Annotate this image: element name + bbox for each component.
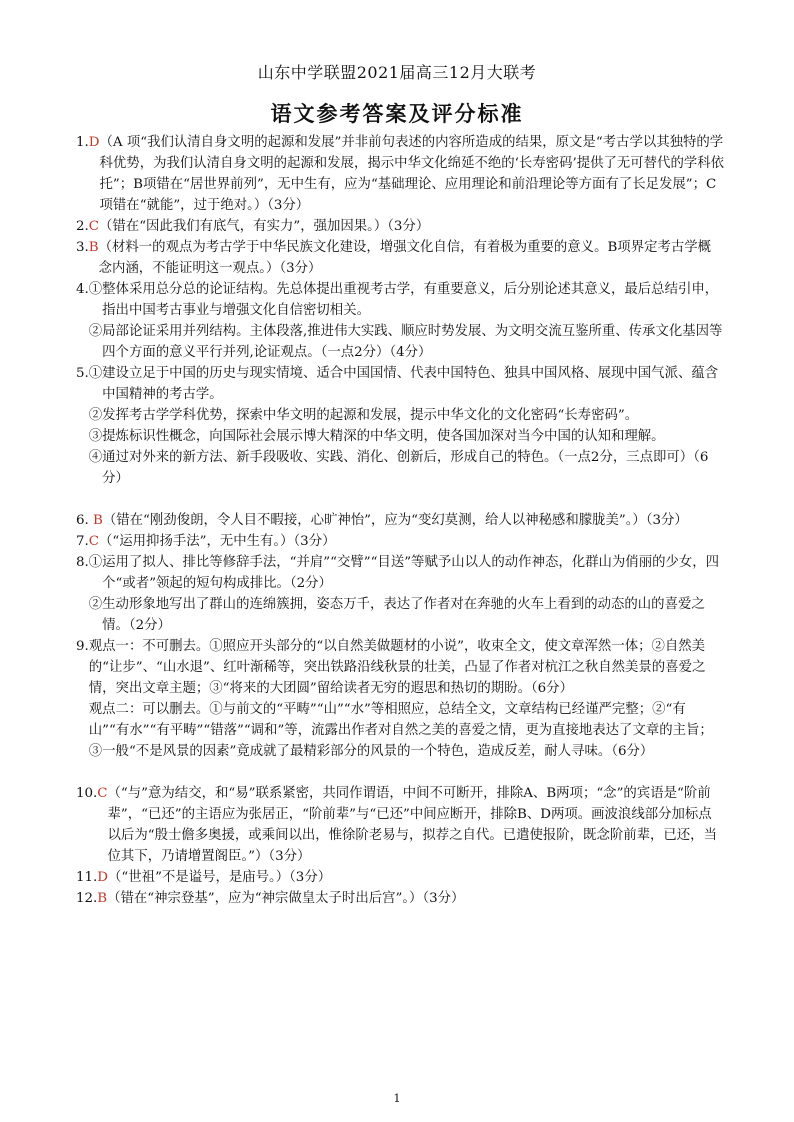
answer-item-6 <box>76 510 724 531</box>
question-number: 9. <box>76 639 89 654</box>
exam-title: 山东中学联盟2021届高三12月大联考 <box>257 63 537 82</box>
viewpoint-paragraph: 观点一：不可删去。①照应开头部分的“以自然美做题材的小说”，收束全文，使文章浑然一体；②自然美的“让步”、“山水退”、红叶渐稀等，突出铁路沿线秋景的壮美，凸显了作者对杭江之秋自然美景的喜爱之情，突出文章主题；③“将来的大团圆”留给读者无穷的遐思和热切的期盼。（6分） <box>88 639 706 696</box>
question-number: 2.C <box>76 219 100 234</box>
answer-item-8 <box>76 552 724 636</box>
question-number: 7.C <box>76 534 100 549</box>
answer-explanation: （错在“刚劲俊朗，令人目不暇接，心旷神怡”，应为“变幻莫测，给人以神秘感和朦胧美”。）（3分） <box>102 513 688 528</box>
answer-explanation: （错在“神宗登基”，应为“神宗做皇太子时出后宫”。）（3分） <box>107 891 465 906</box>
answer-point: ②发挥考古学学科优势，探索中华文明的起源和发展，提示中华文化的文化密码“长寿密码”。 <box>88 408 639 423</box>
question-number: 5. <box>76 366 89 381</box>
answer-points <box>89 636 724 762</box>
answer-choice: B <box>97 891 108 906</box>
answer-choice: D <box>97 870 109 885</box>
question-number: 10.C <box>76 786 108 801</box>
answer-choice: C <box>88 534 100 549</box>
document-title: 语文参考答案及评分标准 <box>270 101 524 126</box>
section-gap <box>76 489 724 510</box>
answer-explanation: （A 项“我们认清自身文明的起源和发展”并非前句表述的内容所造成的结果，原文是“考古学以其独特的学科优势，为我们认清自身文明的起源和发展，揭示中华文化绵延不绝的‘长寿密码’提供了无可替代的学科依托”；B项错在“居世界前列”，无中生有，应为“基础理论、应用理论和前沿理论等方面有了长足发展”；C项错在“就能”，过于绝对。）（3分） <box>99 135 725 213</box>
answer-point: ①建设立足于中国的历史与现实情境、适合中国国情、代表中国特色、独具中国风格、展现中国气派、蕴含中国精神的考古学。 <box>88 366 719 402</box>
answer-explanation: （“与”意为结交，和“易”联系紧密，共同作谓语，中间不可断开，排除A、B两项；“念”的宾语是“阶前辈”，“已还”的主语应为张居正，“阶前辈”与“已还”中间应断开，排除B、D两项。画波浪线部分加标点以后为“殷士儋多奥援，或乘间以出，惟徐阶老易与，拟荐之自代。已遣使报阶，既念阶前辈，已还，当位其下，乃请增置阁臣。”）（3分） <box>107 786 717 864</box>
answer-item-9 <box>76 636 724 762</box>
viewpoint-paragraph: 观点二：可以删去。①与前文的“平畴”“山”“水”等相照应，总结全文，文章结构已经谨严完整；②“有山”“有水”“有平畴”“错落”“调和”等，流露出作者对自然之美的喜爱之情，更为直接地表达了文章的主旨；③一般“不是风景的因素”竟成就了最精彩部分的风景的一个特色，造成反差，耐人寻味。（6分） <box>88 702 713 759</box>
answer-point: ③提炼标识性概念，向国际社会展示博大精深的中华文明，使各国加深对当今中国的认知和理解。 <box>88 429 665 444</box>
question-number: 11.D <box>76 870 109 885</box>
answer-explanation: （错在“因此我们有底气，有实力”，强加因果。）（3分） <box>99 219 430 234</box>
answer-choice: B <box>88 240 99 255</box>
answer-item-7 <box>76 531 724 552</box>
answer-point: ②生动形象地写出了群山的连绵簇拥，姿态万千，表达了作者对在奔驰的火车上看到的动态的山的喜爱之情。（2分） <box>88 597 705 633</box>
answer-point: ①运用了拟人、排比等修辞手法，“并肩”“交臂”“目送”等赋予山以人的动作神态，化群山为俏丽的少女，四个“或者”领起的短句构成排比。（2分） <box>88 555 720 591</box>
answer-choice: C <box>97 786 108 801</box>
answer-choice: C <box>88 219 100 234</box>
question-number: 6. B <box>76 513 103 528</box>
answer-item-3 <box>76 237 724 279</box>
answer-choice: D <box>88 135 100 150</box>
answer-explanation: （材料一的观点为考古学于中华民族文化建设，增强文化自信，有着极为重要的意义。B项界定考古学概念内涵，不能证明这一观点。）（3分） <box>98 240 712 276</box>
question-number: 3.B <box>76 240 99 255</box>
answer-list <box>76 132 724 909</box>
answer-item-10 <box>76 783 724 867</box>
answer-item-12 <box>76 888 724 909</box>
answer-point: ②局部论证采用并列结构。主体段落,推进伟大实践、顺应时势发展、为文明交流互鉴所重、传承文化基因等四个方面的意义平行并列,论证观点。（一点2分）（4分） <box>88 324 723 360</box>
answer-item-2 <box>76 216 724 237</box>
question-number: 12.B <box>76 891 108 906</box>
answer-explanation: （“运用抑扬手法”，无中生有。）（3分） <box>99 534 336 549</box>
question-number: 1.D <box>76 135 100 150</box>
answer-item-1 <box>76 132 724 216</box>
question-number: 8. <box>76 555 89 570</box>
answer-point: ④通过对外来的新方法、新手段吸收、实践、消化、创新后，形成自己的特色。（一点2分，三点即可）（6分） <box>88 450 709 486</box>
answer-choice: B <box>93 513 103 528</box>
answer-item-11 <box>76 867 724 888</box>
answer-explanation: （“世祖”不是谥号，是庙号。）（3分） <box>108 870 332 885</box>
answer-point: ①整体采用总分总的论证结构。先总体提出重视考古学，有重要意义，后分别论述其意义，最后总结引申，指出中国考古事业与增强文化自信密切相关。 <box>88 282 719 318</box>
page-number: 1 <box>393 1092 401 1105</box>
question-number: 4. <box>76 282 89 297</box>
answer-item-5 <box>76 363 724 489</box>
answer-points <box>89 279 724 363</box>
answer-item-4 <box>76 279 724 363</box>
answer-points <box>89 552 724 636</box>
answer-points <box>89 363 724 489</box>
section-gap <box>76 762 724 783</box>
